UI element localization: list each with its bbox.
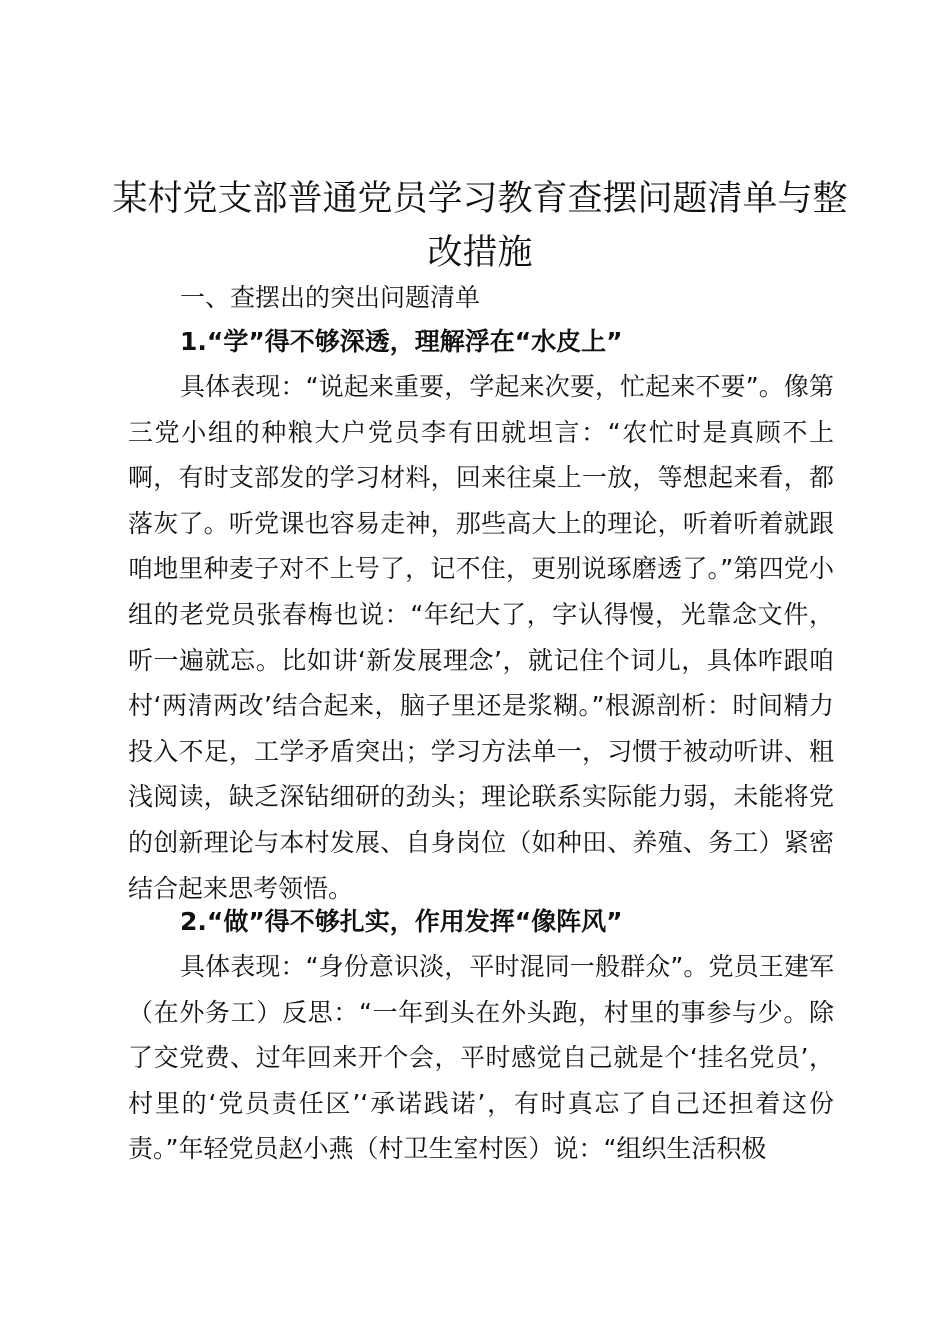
document-title: 某村党支部普通党员学习教育查摆问题清单与整改措施: [112, 179, 848, 273]
item-heading-1: 1.“学”得不够深透，理解浮在“水皮上”: [180, 327, 623, 356]
item-paragraph-1: 具体表现：“说起来重要，学起来次要，忙起来不要”。像第三党小组的种粮大户党员李有田就坦言：“农忙时是真顾不上啊，有时支部发的学习材料，回来往桌上一放，等想起来看，都落灰了。听党课也容易走神，那些高大上的理论，听着听着就跟咱地里种麦子对不上号了，记不住，更别说琢磨透了。”第四党小组的老党员张春梅也说：“年纪大了，字认得慢，光靠念文件，听一遍就忘。比如讲‘新发展理念’，就记住个词儿，具体咋跟咱村‘两清两改’结合起来，脑子里还是浆糊。”根源剖析：时间精力投入不足，工学矛盾突出；学习方法单一，习惯于被动听讲、粗浅阅读，缺乏深钻细研的劲头；理论联系实际能力弱，未能将党的创新理论与本村发展、自身岗位（如种田、养殖、务工）紧密结合起来思考领悟。: [128, 372, 834, 903]
item-paragraph-2: 具体表现：“身份意识淡，平时混同一般群众”。党员王建军（在外务工）反思：“一年到头在外头跑，村里的事参与少。除了交党费、过年回来开个会，平时感觉自己就是个‘挂名党员’，村里的‘党员责任区’‘承诺践诺’，有时真忘了自己还担着这份责。”年轻党员赵小燕（村卫生室村医）说：“组织生活积极: [128, 952, 834, 1164]
item-heading-2: 2.“做”得不够扎实，作用发挥“像阵风”: [180, 907, 623, 936]
section-heading: 一、查摆出的突出问题清单: [180, 283, 481, 312]
